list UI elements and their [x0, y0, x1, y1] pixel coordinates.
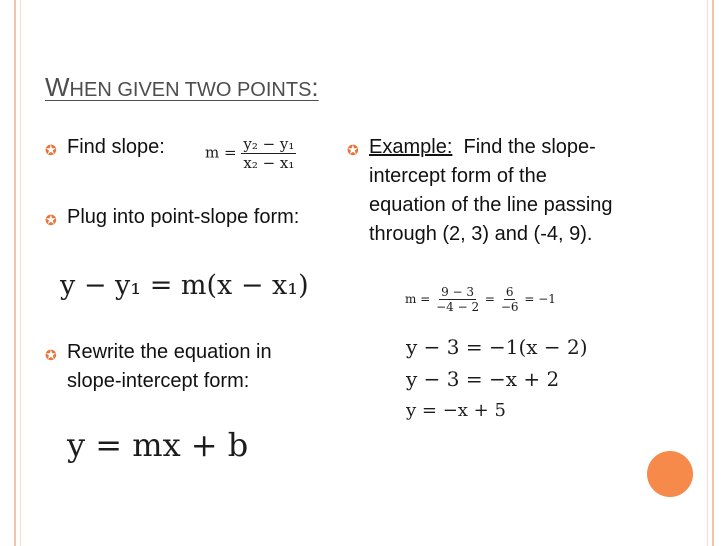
- title-rest: HEN GIVEN TWO POINTS: [69, 79, 312, 101]
- slide-title: [45, 72, 319, 103]
- example-label: Example:: [369, 136, 453, 158]
- example-num-1: 9 − 3: [441, 285, 475, 299]
- example-fraction-1: [434, 285, 481, 314]
- ring-bullet-icon: ✪: [45, 212, 57, 228]
- example-line-2: y − 3 = −1(x − 2): [406, 335, 588, 359]
- frame-border-left: [14, 0, 16, 546]
- slope-intercept-formula: y = mx + b: [67, 426, 249, 464]
- example-line-4: y = −x + 5: [406, 400, 506, 421]
- example-line-3: y − 3 = −x + 2: [406, 367, 560, 391]
- example-text: Find the slope-intercept form of the equation of the line passing through (2, 3) and (-4, 9).: [369, 136, 613, 245]
- example-paragraph: [369, 133, 629, 249]
- decorative-orange-circle: [647, 451, 693, 497]
- example-fraction-2: [499, 285, 521, 314]
- slope-formula-fraction: [241, 135, 296, 172]
- slope-formula-denominator: x₂ − x₁: [243, 154, 295, 172]
- ring-bullet-icon: ✪: [347, 142, 359, 158]
- example-equals: =: [484, 292, 495, 306]
- example-result: = −1: [524, 292, 556, 306]
- example-den-1: −4 − 2: [436, 300, 480, 314]
- ring-bullet-icon: ✪: [45, 347, 57, 363]
- title-colon: :: [311, 72, 319, 102]
- example-den-2: −6: [500, 300, 519, 314]
- ring-bullet-icon: ✪: [45, 142, 57, 158]
- example-m: m =: [405, 292, 431, 306]
- slope-formula-m: m =: [205, 143, 237, 162]
- slope-formula: [205, 135, 296, 172]
- bullet-point-slope: Plug into point-slope form:: [67, 206, 300, 228]
- bullet-find-slope: Find slope:: [67, 136, 165, 158]
- point-slope-formula: y − y₁ = m(x − x₁): [60, 270, 309, 301]
- frame-border-inner-right: [707, 0, 708, 546]
- example-slope-calc: [405, 285, 556, 314]
- example-num-2: 6: [505, 285, 514, 299]
- bullet-rewrite: Rewrite the equation in slope-intercept form:: [67, 341, 272, 392]
- frame-border-inner-left: [20, 0, 21, 546]
- title-initial: W: [45, 72, 70, 102]
- frame-border-right: [712, 0, 714, 546]
- slope-formula-numerator: y₂ − y₁: [243, 135, 295, 153]
